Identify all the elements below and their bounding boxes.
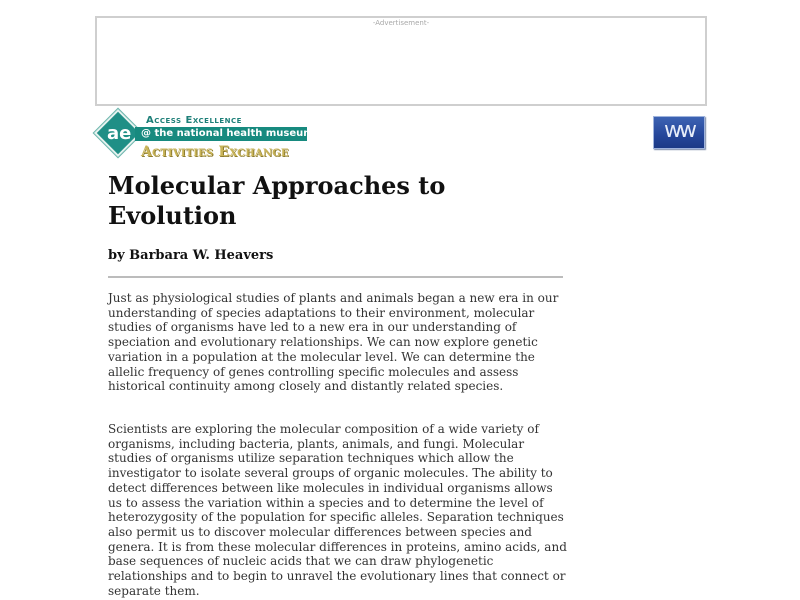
logo-section-name: Activities Exchange	[141, 144, 289, 160]
ww-glyph: ww	[664, 118, 694, 143]
ae-glyph: ae	[107, 123, 132, 144]
article-paragraph-1: Just as physiological studies of plants and animals began a new era in our understanding of species adaptations to their environment, molecular studies of organisms have led to a new era in our understanding of speciation and evolutionary relationships. We can now explore genetic variation in a population at the molecular level. We can determine the allelic frequency of genes controlling specific molecules and assess historical continuity among closely and distantly related species.	[108, 291, 559, 394]
author-byline: by Barbara W. Heavers	[108, 248, 274, 263]
access-excellence-logo[interactable]	[97, 112, 314, 166]
ww-logo-icon[interactable]	[653, 116, 705, 149]
horizontal-divider	[108, 276, 563, 278]
advertisement-banner[interactable]	[95, 16, 707, 106]
advertisement-label: -Advertisement-	[372, 19, 430, 27]
logo-subtitle: @ the national health museum	[141, 128, 314, 139]
article-paragraph-2: Scientists are exploring the molecular composition of a wide variety of organisms, including bacteria, plants, animals, and fungi. Molecular studies of organisms utilize separation techniques which allow the investigator to isolate several groups of organic molecules. The ability to detect differences between like molecules in individual organisms allows us to assess the variation within a species and to determine the level of heterozygosity of the population for specific alleles. Separation techniques also permit us to discover molecular differences between species and genera. It is from these molecular differences in proteins, amino acids, and base sequences of nucleic acids that we can draw phylogenetic relationships and to begin to unravel the evolutionary lines that connect or separate them.	[108, 422, 567, 598]
page-title: Molecular Approaches to Evolution	[108, 171, 446, 230]
logo-title: Access Excellence	[146, 115, 242, 126]
